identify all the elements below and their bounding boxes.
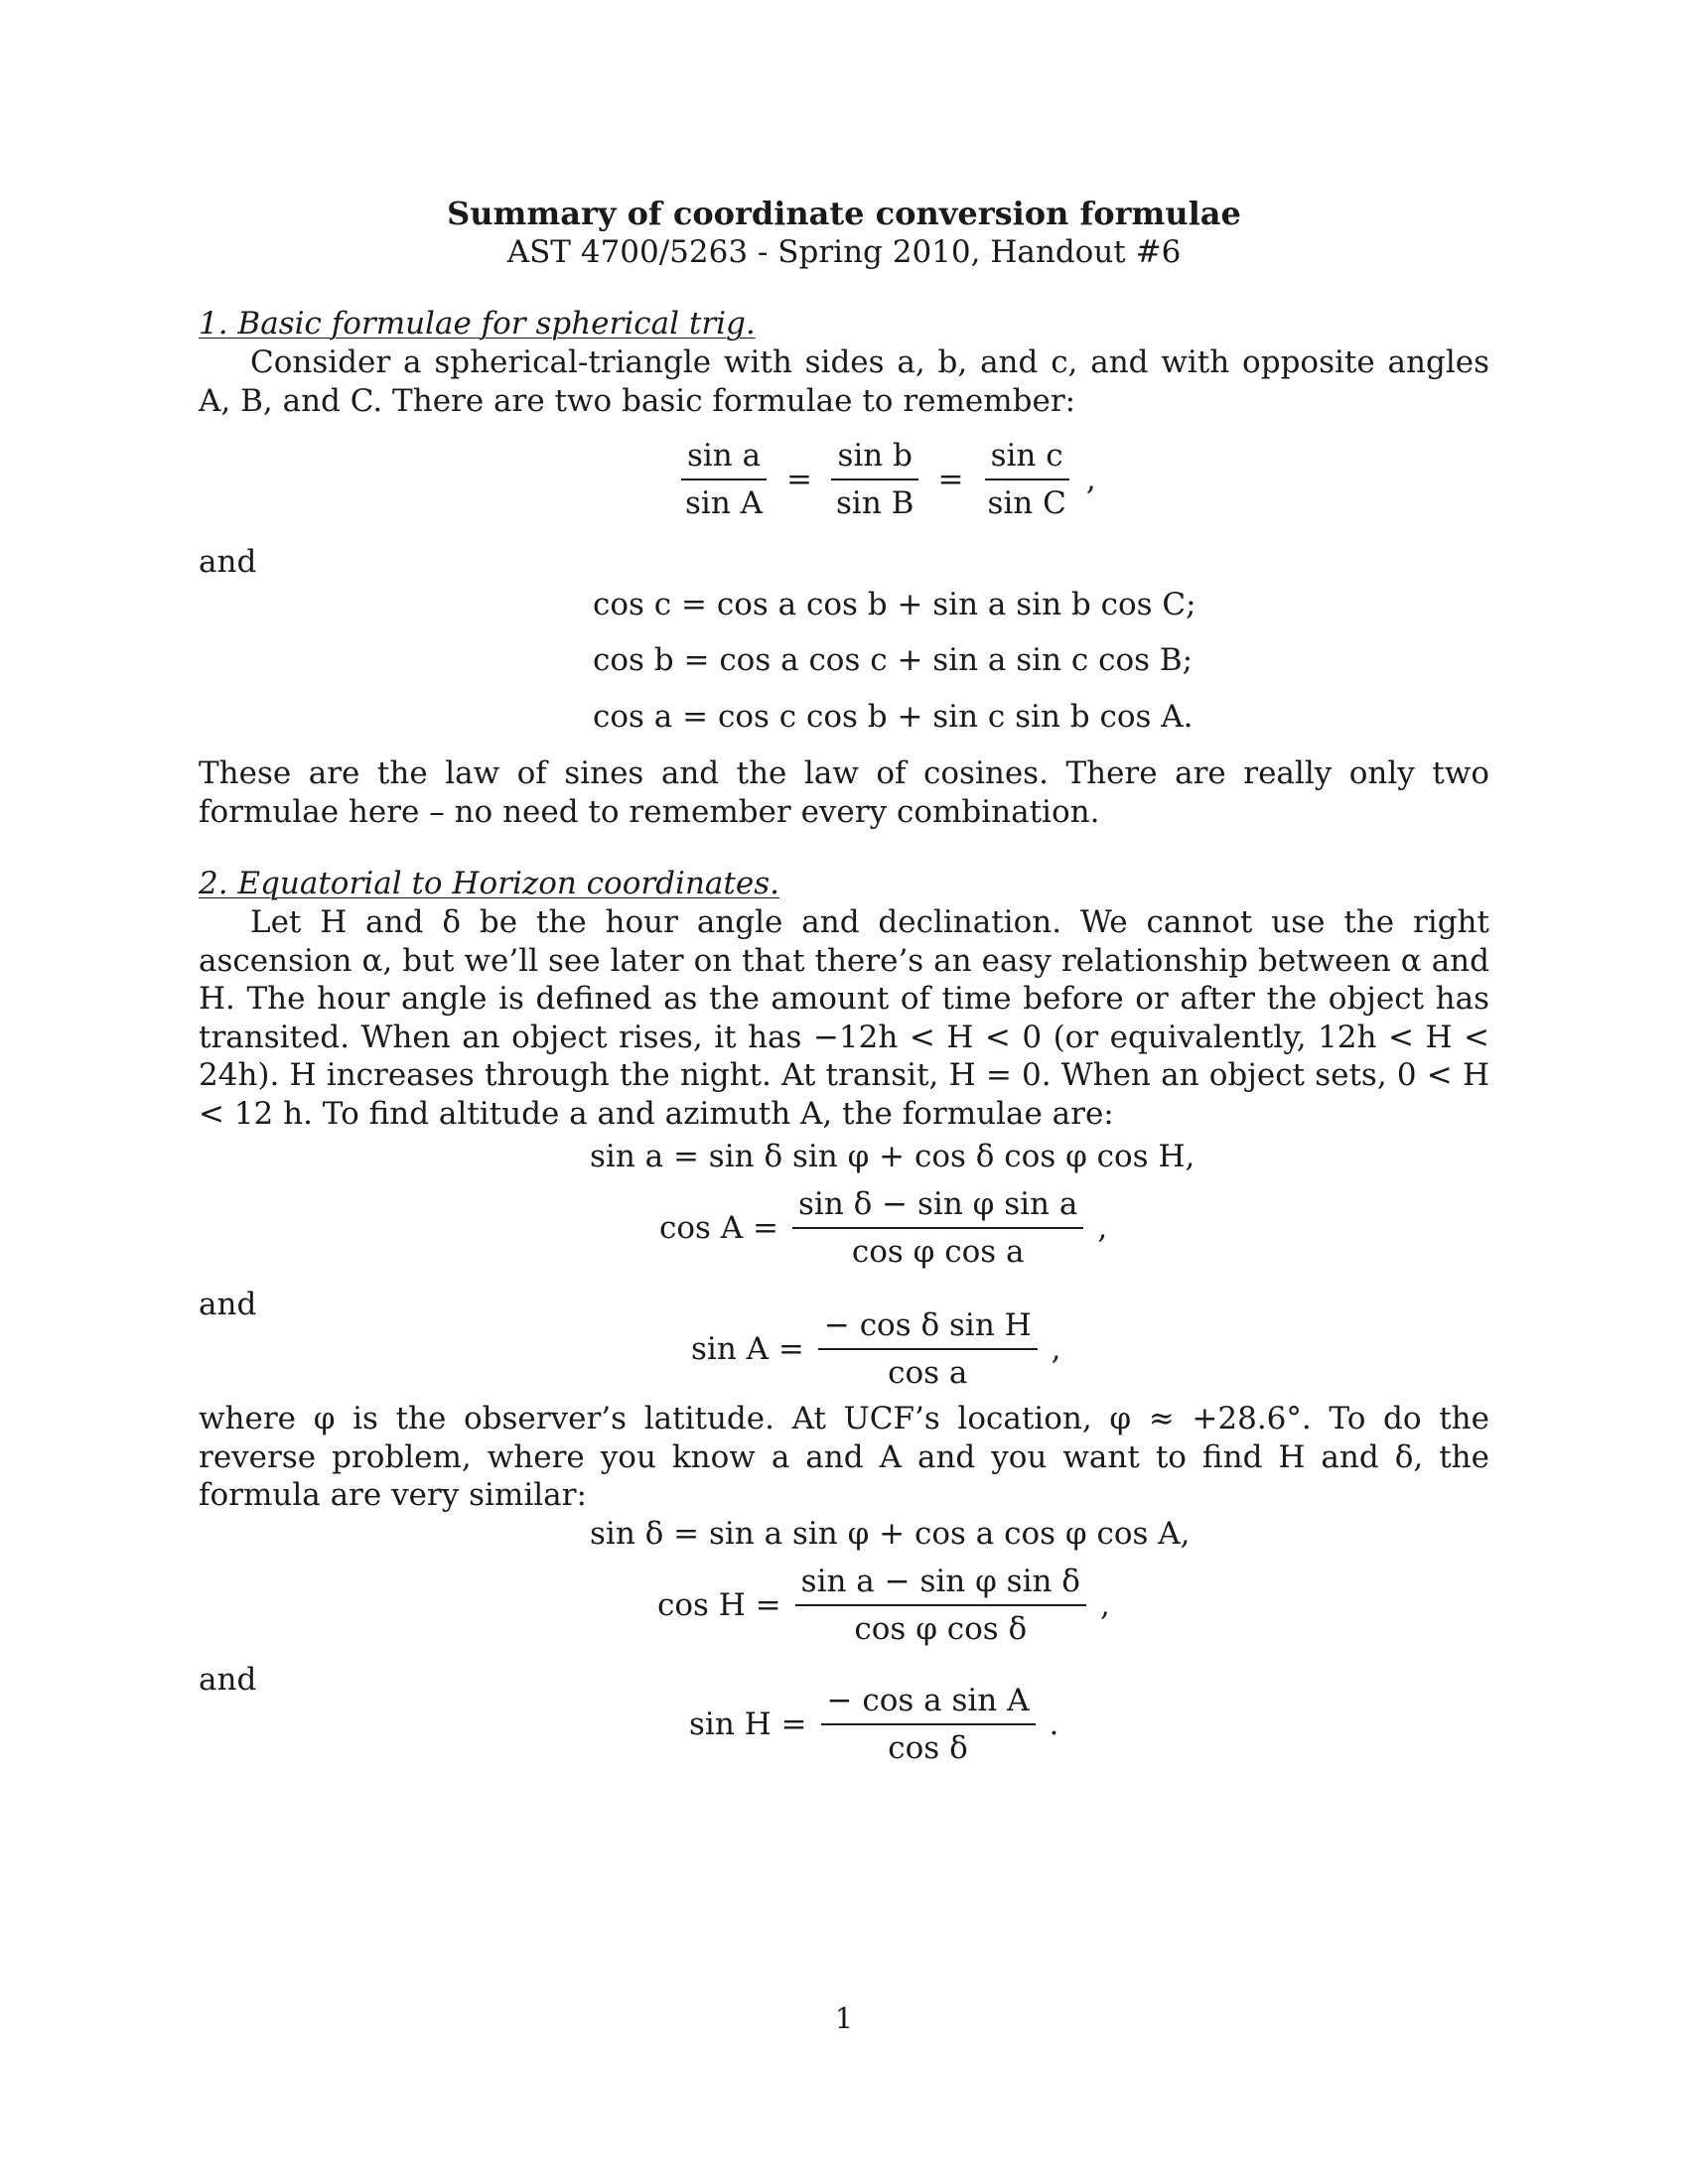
fraction [792, 1185, 1083, 1271]
equation-punctuation: , [1099, 1587, 1110, 1623]
equation-punctuation: , [1085, 462, 1096, 497]
fraction-numerator: sin a − sin φ sin δ [795, 1563, 1086, 1606]
fraction [821, 1682, 1036, 1767]
fraction-numerator: sin a [681, 437, 767, 480]
equation-lhs: cos H = [657, 1587, 781, 1623]
azimuth-cosine-equation [659, 1185, 1107, 1271]
fraction-denominator: sin A [685, 485, 764, 521]
law-of-cosines-equation: cos a = cos c cos b + sin c sin b cos A. [593, 699, 1194, 735]
hour-angle-sine-equation [689, 1682, 1058, 1767]
fraction-numerator: sin b [831, 437, 918, 480]
fraction-numerator: − cos a sin A [821, 1682, 1036, 1725]
fraction [981, 437, 1071, 522]
document-subtitle: AST 4700/5263 - Spring 2010, Handout #6 [506, 234, 1182, 270]
fraction [795, 1563, 1086, 1648]
connector-text: and [199, 544, 257, 580]
equation-punctuation: . [1049, 1706, 1059, 1742]
section-2-middle: where φ is the observer’s latitude. At UCF’s location, φ ≈ +28.6°. To do the reverse problem, where you know a and A and you want to find H and δ, the formula are very similar: [199, 1401, 1489, 1513]
section-1-outro: These are the law of sines and the law of cosines. There are really only two formulae here – no need to remember every combination. [199, 755, 1489, 830]
fraction-numerator: sin c [985, 437, 1069, 480]
section-1-intro: Consider a spherical-triangle with sides a, b, and c, and with opposite angles A, B, and C. There are two basic formulae to remember: [199, 344, 1489, 419]
altitude-equation: sin a = sin δ sin φ + cos δ cos φ cos H, [590, 1139, 1196, 1174]
fraction-denominator: cos φ cos δ [854, 1611, 1028, 1647]
connector-text: and [199, 1662, 257, 1698]
law-of-cosines-equation: cos b = cos a cos c + sin a sin c cos B; [593, 642, 1194, 678]
equation-lhs: sin H = [689, 1706, 807, 1742]
equation-punctuation: , [1051, 1331, 1061, 1367]
fraction-denominator: cos a [888, 1355, 968, 1391]
azimuth-sine-equation [691, 1306, 1061, 1392]
section-2-intro: Let H and δ be the hour angle and declination. We cannot use the right ascension α, but we’ll see later on that there’s an easy relationship between α and H. The hour angle is defined as the amount of time before or after the object has transited. When an object rises, it has −12h < H < 0 (or equivalently, 12h < H < 24h). H increases through the night. At transit, H = 0. When an object sets, 0 < H < 12 h. To find altitude a and azimuth A, the formulae are: [199, 904, 1489, 1132]
fraction-denominator: cos φ cos a [851, 1234, 1025, 1270]
document-title: Summary of coordinate conversion formulae [447, 195, 1241, 232]
fraction [830, 437, 919, 522]
declination-equation: sin δ = sin a sin φ + cos a cos φ cos A, [590, 1516, 1191, 1552]
page-number: 1 [834, 2001, 854, 2035]
equation-lhs: cos A = [659, 1210, 779, 1246]
law-of-sines-equation: $\frac{\text{sin a}}{\text{sin A}}$ = $\frac{\text{sin b}}{\text{sin B}}$ = $\frac{\text{sin c}}{\text{sin C}}$ , [679, 437, 1096, 522]
fraction [679, 437, 769, 522]
fraction-denominator: cos δ [888, 1730, 968, 1766]
fraction-numerator: sin δ − sin φ sin a [792, 1185, 1083, 1229]
equation-lhs: sin A = [691, 1331, 804, 1367]
fraction-denominator: sin C [987, 485, 1066, 521]
section-1-heading: 1. Basic formulae for spherical trig. [199, 306, 756, 341]
fraction-denominator: sin B [836, 485, 914, 521]
hour-angle-cosine-equation [657, 1563, 1110, 1648]
connector-text: and [199, 1287, 257, 1322]
fraction-numerator: − cos δ sin H [818, 1306, 1038, 1350]
fraction [818, 1306, 1038, 1392]
section-2-heading: 2. Equatorial to Horizon coordinates. [199, 866, 779, 901]
equation-punctuation: , [1097, 1210, 1108, 1246]
law-of-cosines-equation: cos c = cos a cos b + sin a sin b cos C; [593, 587, 1196, 622]
